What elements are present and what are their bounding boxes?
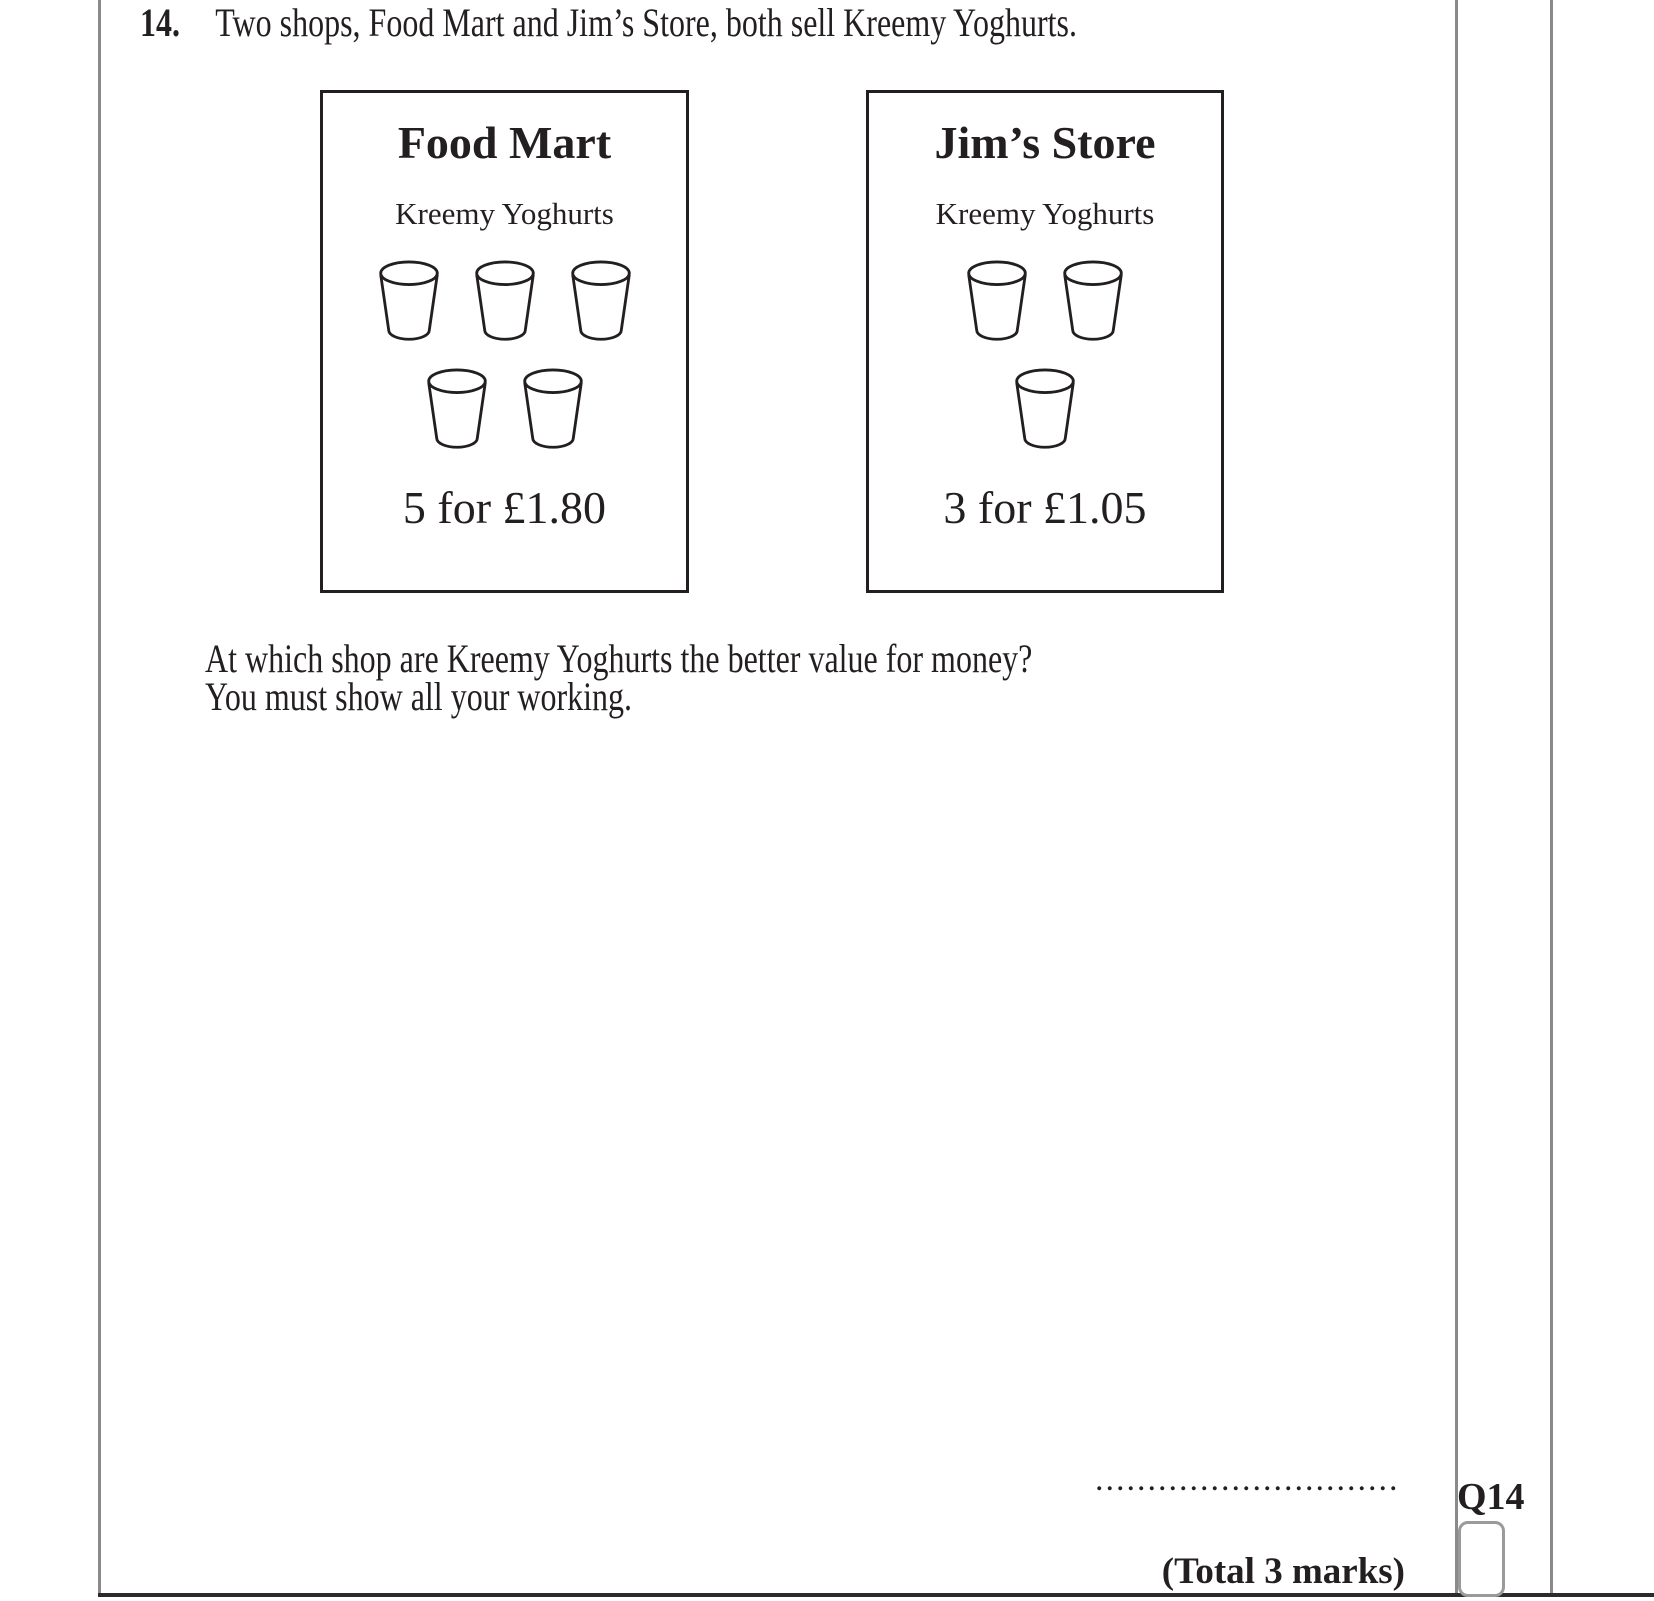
question-header [140, 0, 1077, 45]
left-margin-rule [98, 0, 101, 1597]
shop-name: Jim’s Store [934, 117, 1156, 168]
answer-line: ............................. [1095, 1462, 1400, 1498]
shop-product-label: Kreemy Yoghurts [395, 196, 614, 231]
yoghurt-cups [964, 231, 1126, 453]
yoghurt-cup-icon [424, 367, 490, 453]
shop-price-label: 5 for £1.80 [402, 482, 607, 533]
yoghurt-cup-icon [568, 259, 634, 345]
shop-price-label: 3 for £1.05 [943, 482, 1147, 533]
question-ref-label: Q14 [1457, 1476, 1525, 1518]
yoghurt-cup-icon [520, 367, 586, 453]
yoghurt-cup-icon [1012, 367, 1078, 453]
page-bottom-rule [98, 1593, 1654, 1597]
yoghurt-cup-row [424, 367, 586, 453]
question-number: 14. [140, 0, 180, 45]
yoghurt-cup-row [964, 259, 1126, 345]
yoghurt-cup-icon [376, 259, 442, 345]
yoghurt-cup-icon [472, 259, 538, 345]
question-text: Two shops, Food Mart and Jim’s Store, both sell Kreemy Yoghurts. [215, 0, 1077, 45]
yoghurt-cups [376, 231, 634, 453]
examiner-mark-box [1458, 1521, 1505, 1597]
yoghurt-cup-icon [1060, 259, 1126, 345]
shop-card-food-mart [320, 90, 689, 593]
total-marks-label: (Total 3 marks) [1161, 1551, 1405, 1592]
yoghurt-cup-row [1012, 367, 1078, 453]
shop-product-label: Kreemy Yoghurts [935, 196, 1155, 231]
examiner-column-right-rule [1550, 0, 1553, 1597]
shop-card-jims-store [866, 90, 1224, 593]
examiner-column-left-rule [1455, 0, 1458, 1597]
prompt-line-1: At which shop are Kreemy Yoghurts the better value for money? [205, 636, 1033, 681]
question-prompt [205, 636, 1033, 719]
shop-name: Food Mart [397, 117, 612, 168]
prompt-line-2: You must show all your working. [205, 674, 632, 719]
yoghurt-cup-icon [964, 259, 1030, 345]
yoghurt-cup-row [376, 259, 634, 345]
